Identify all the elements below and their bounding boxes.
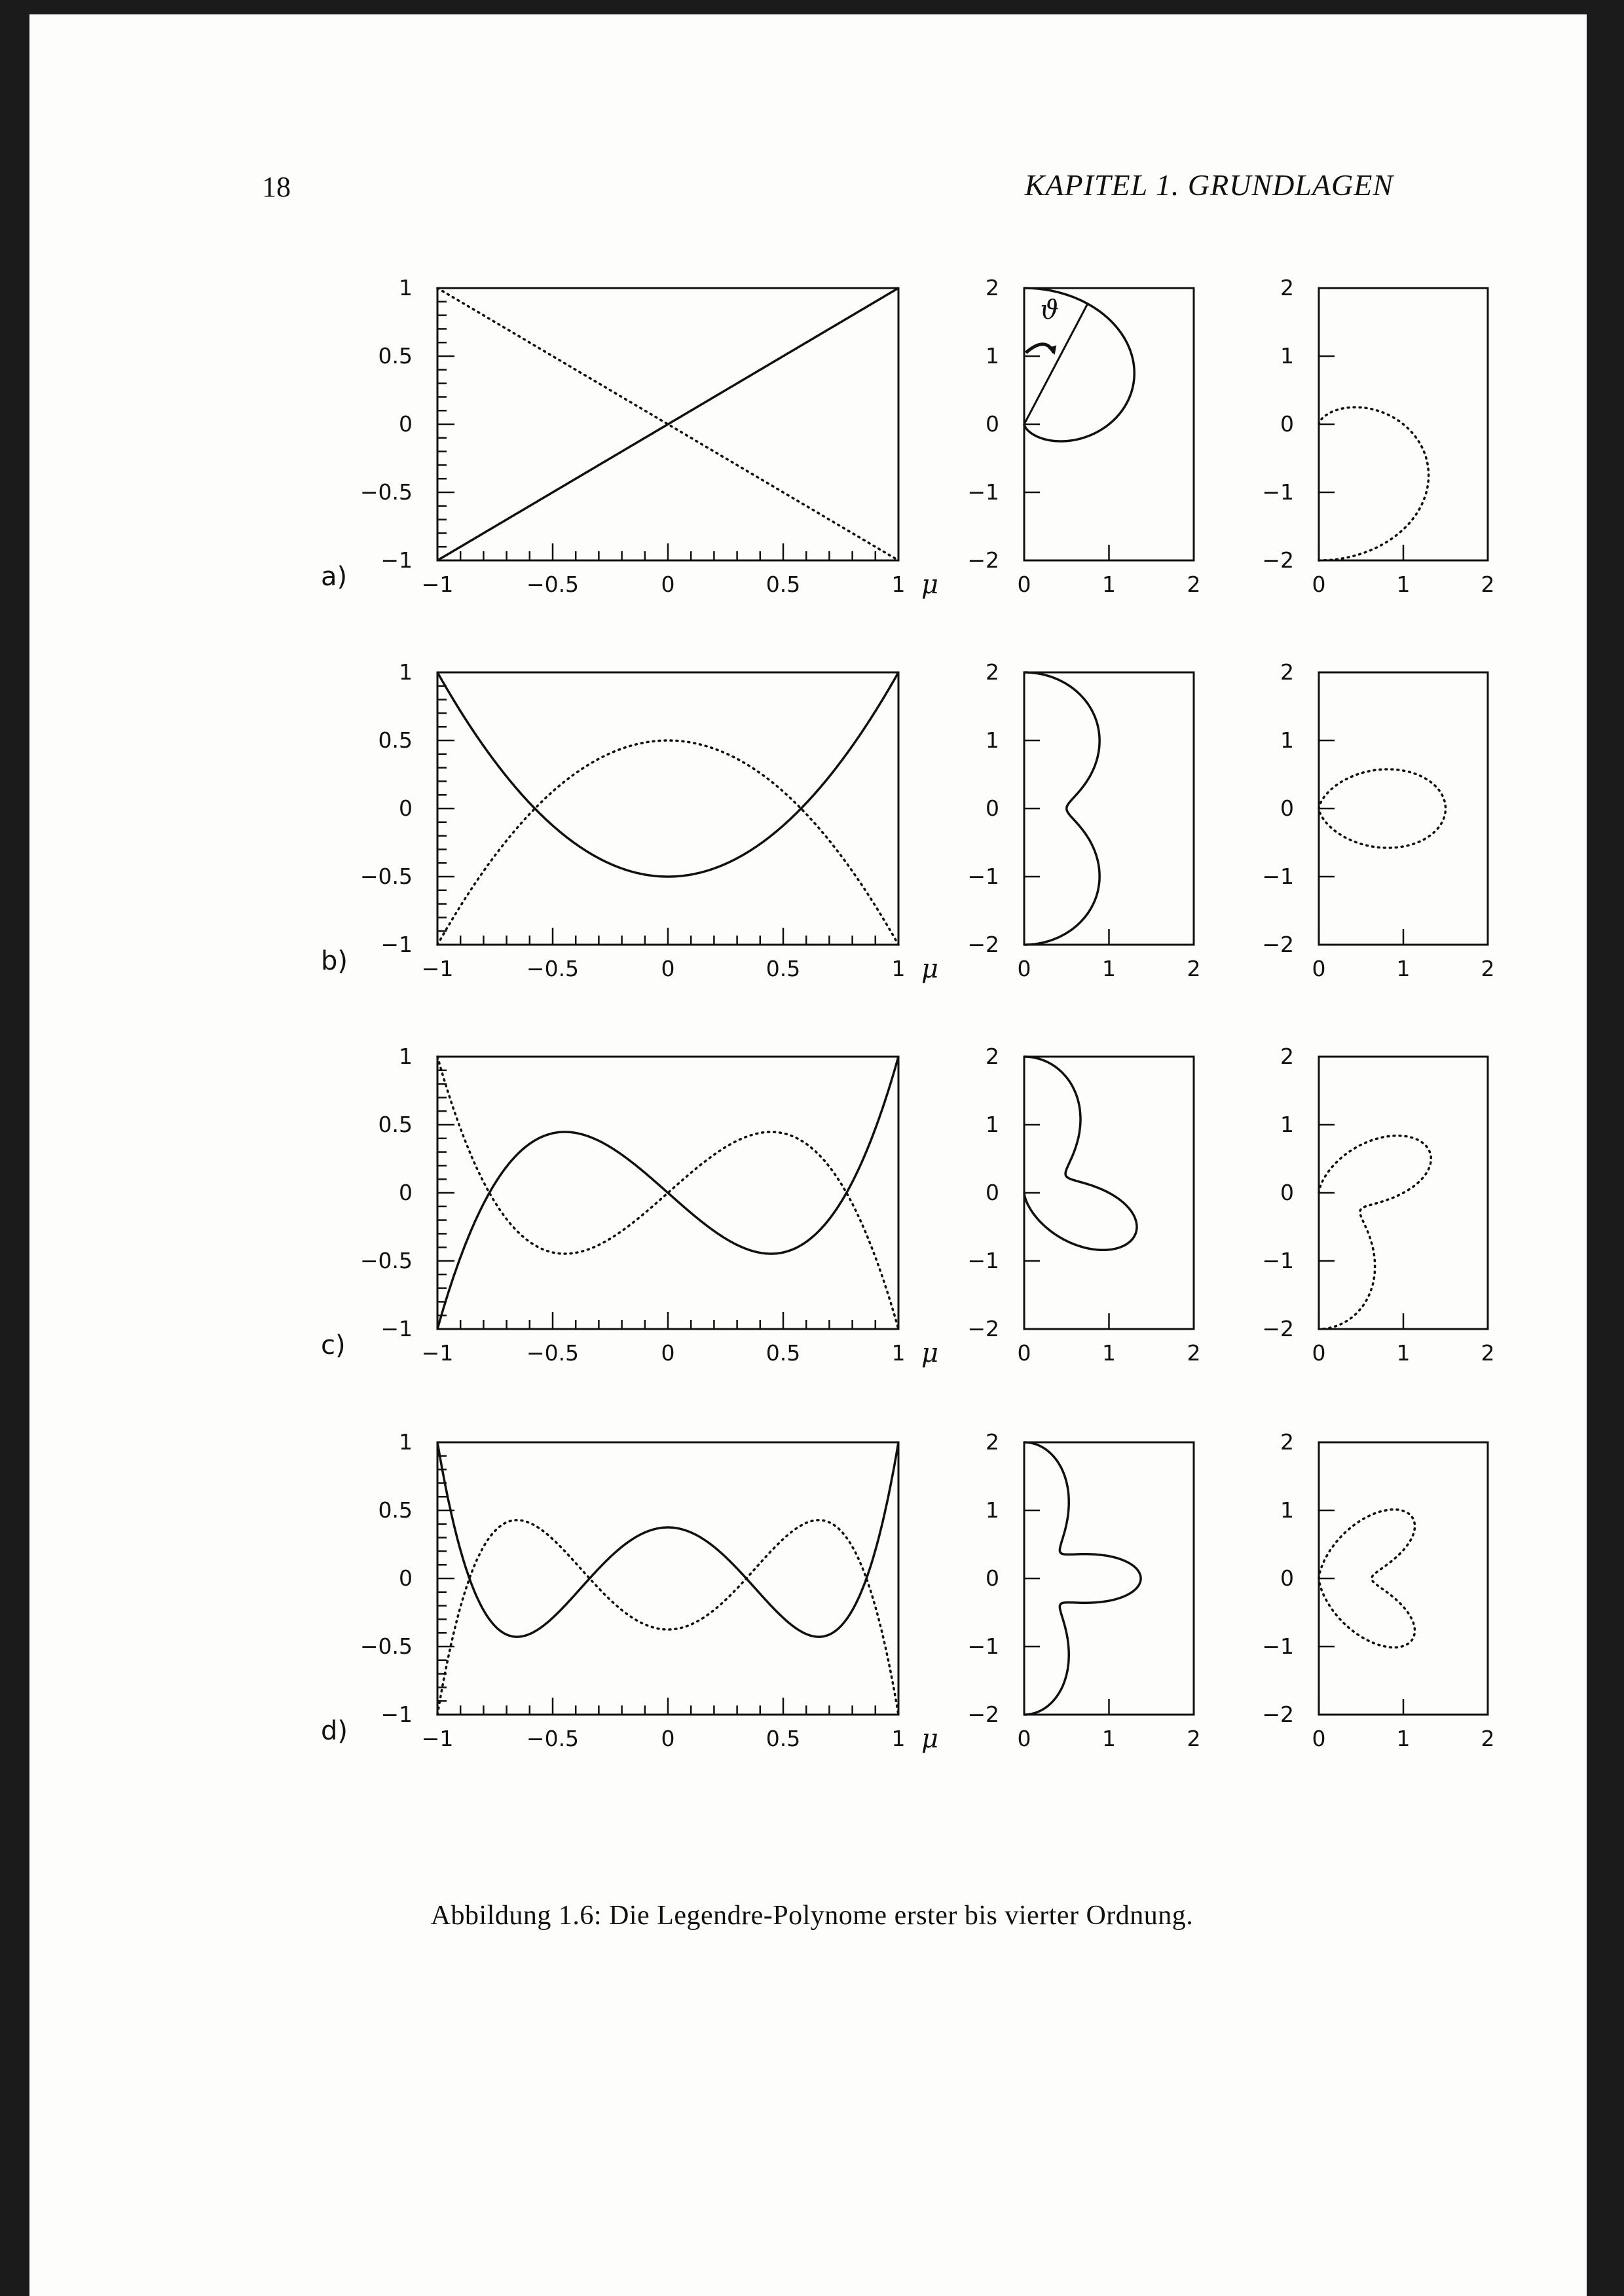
- mu-axis-label: μ: [921, 1724, 938, 1754]
- x-tick-label: 0.5: [766, 572, 801, 597]
- x-tick-label: 2: [1187, 1340, 1201, 1366]
- polar-positive-panel: [967, 275, 1200, 597]
- x-tick-label: 2: [1187, 1726, 1201, 1751]
- y-tick-label: −2: [1262, 1702, 1294, 1727]
- y-tick-label: 2: [986, 1429, 999, 1455]
- x-tick-label: 1: [1102, 572, 1116, 597]
- y-tick-label: −1: [1262, 479, 1294, 505]
- y-tick-label: −1: [1262, 1248, 1294, 1273]
- series-dotted-line: [437, 1520, 898, 1715]
- x-tick-label: 0: [1312, 572, 1326, 597]
- x-tick-label: 1: [1396, 572, 1411, 597]
- x-tick-label: −1: [421, 572, 454, 597]
- y-tick-label: 0.5: [378, 1497, 413, 1523]
- y-tick-label: 1: [399, 1429, 413, 1455]
- y-tick-label: 2: [1280, 1429, 1294, 1455]
- x-tick-label: −0.5: [526, 1726, 580, 1751]
- y-tick-label: 2: [986, 1044, 999, 1069]
- plot-frame: [437, 1442, 898, 1715]
- y-tick-label: 1: [1280, 1112, 1294, 1137]
- y-tick-label: 1: [986, 343, 999, 369]
- polar-positive-panel: [967, 659, 1200, 981]
- polar-negative-panel: [1262, 659, 1494, 981]
- y-tick-label: −0.5: [360, 864, 413, 889]
- y-tick-label: 0: [399, 1565, 413, 1591]
- y-tick-label: 0: [986, 1565, 999, 1591]
- y-tick-label: −2: [967, 1702, 999, 1727]
- x-tick-label: 2: [1187, 572, 1201, 597]
- x-tick-label: 2: [1481, 1340, 1495, 1366]
- y-tick-label: 2: [986, 659, 999, 685]
- y-tick-label: −0.5: [360, 1633, 413, 1659]
- x-tick-label: 1: [1396, 1726, 1411, 1751]
- y-tick-label: −2: [967, 1316, 999, 1341]
- x-tick-label: 1: [891, 956, 906, 981]
- series-dotted-line: [437, 740, 898, 945]
- x-tick-label: 0: [661, 572, 675, 597]
- y-tick-label: 2: [1280, 275, 1294, 301]
- plot-frame: [1319, 1442, 1488, 1715]
- y-tick-label: 0: [1280, 795, 1294, 821]
- x-tick-label: 0: [1312, 956, 1326, 981]
- y-tick-label: 1: [399, 659, 413, 685]
- y-tick-label: −2: [1262, 932, 1294, 957]
- x-tick-label: 1: [1102, 956, 1116, 981]
- polar-negative-panel: [1262, 275, 1494, 597]
- y-tick-label: −1: [380, 932, 413, 957]
- cartesian-panel: [321, 1429, 938, 1754]
- y-tick-label: 0: [986, 1180, 999, 1205]
- y-tick-label: 1: [986, 1497, 999, 1523]
- x-tick-label: 0: [1017, 1726, 1031, 1751]
- figure-row-d: [321, 1429, 1495, 1754]
- y-tick-label: −2: [967, 932, 999, 957]
- mu-axis-label: μ: [921, 1338, 938, 1368]
- running-header: KAPITEL 1. GRUNDLAGEN: [1024, 168, 1393, 202]
- x-tick-label: 0: [1017, 1340, 1031, 1366]
- y-tick-label: 2: [986, 275, 999, 301]
- polar-positive-panel: [967, 1044, 1200, 1366]
- x-tick-label: 2: [1187, 956, 1201, 981]
- x-tick-label: 2: [1481, 956, 1495, 981]
- y-tick-label: −2: [967, 547, 999, 573]
- y-tick-label: 0: [986, 411, 999, 437]
- y-tick-label: 0.5: [378, 1112, 413, 1137]
- row-label: c): [321, 1330, 346, 1360]
- y-tick-label: −1: [380, 1316, 413, 1341]
- y-tick-label: 0: [399, 1180, 413, 1205]
- plot-frame: [1024, 1442, 1194, 1715]
- row-label: a): [321, 562, 348, 592]
- polar-curve: [1024, 1442, 1141, 1715]
- y-tick-label: −1: [380, 1702, 413, 1727]
- x-tick-label: −0.5: [526, 572, 580, 597]
- x-tick-label: −1: [421, 1340, 454, 1366]
- x-tick-label: 1: [1396, 956, 1411, 981]
- y-tick-label: 0: [399, 411, 413, 437]
- y-tick-label: 1: [986, 727, 999, 753]
- y-tick-label: −1: [380, 547, 413, 573]
- y-tick-label: 2: [1280, 659, 1294, 685]
- y-tick-label: 0.5: [378, 343, 413, 369]
- y-tick-label: −2: [1262, 1316, 1294, 1341]
- y-tick-label: 0.5: [378, 727, 413, 753]
- plot-frame: [1319, 672, 1488, 945]
- x-tick-label: 0: [661, 1726, 675, 1751]
- y-tick-label: −0.5: [360, 1248, 413, 1273]
- series-solid-line: [437, 1057, 898, 1329]
- x-tick-label: 2: [1481, 572, 1495, 597]
- cartesian-panel: [321, 1044, 938, 1368]
- y-tick-label: −1: [967, 1633, 999, 1659]
- series-solid-line: [437, 1442, 898, 1637]
- x-tick-label: 1: [1396, 1340, 1411, 1366]
- y-tick-label: 1: [1280, 343, 1294, 369]
- x-tick-label: −0.5: [526, 956, 580, 981]
- x-tick-label: 0: [1312, 1726, 1326, 1751]
- polar-curve: [1319, 407, 1429, 560]
- polar-curve: [1319, 769, 1446, 848]
- x-tick-label: 1: [891, 1340, 906, 1366]
- figure-row-c: [321, 1044, 1495, 1368]
- x-tick-label: 0: [1017, 956, 1031, 981]
- y-tick-label: −0.5: [360, 479, 413, 505]
- y-tick-label: −1: [967, 479, 999, 505]
- x-tick-label: 1: [1102, 1340, 1116, 1366]
- y-tick-label: −1: [967, 1248, 999, 1273]
- x-tick-label: 0.5: [766, 1726, 801, 1751]
- y-tick-label: −2: [1262, 547, 1294, 573]
- x-tick-label: 0: [661, 1340, 675, 1366]
- x-tick-label: 1: [1102, 1726, 1116, 1751]
- row-label: b): [321, 946, 348, 976]
- y-tick-label: 1: [1280, 727, 1294, 753]
- page-number: 18: [262, 171, 291, 203]
- polar-curve: [1024, 1057, 1137, 1250]
- row-label: d): [321, 1716, 348, 1746]
- figure-row-b: [321, 659, 1495, 984]
- y-tick-label: −1: [1262, 864, 1294, 889]
- x-tick-label: 0: [1017, 572, 1031, 597]
- polar-negative-panel: [1262, 1429, 1494, 1751]
- y-tick-label: 0: [1280, 411, 1294, 437]
- y-tick-label: 2: [1280, 1044, 1294, 1069]
- y-tick-label: −1: [967, 864, 999, 889]
- x-tick-label: 1: [891, 572, 906, 597]
- y-tick-label: 0: [399, 795, 413, 821]
- mu-axis-label: μ: [921, 570, 938, 600]
- x-tick-label: 1: [891, 1726, 906, 1751]
- polar-positive-panel: [967, 1429, 1200, 1751]
- x-tick-label: 0: [1312, 1340, 1326, 1366]
- theta-label: ϑ: [1040, 295, 1060, 325]
- x-tick-label: −0.5: [526, 1340, 580, 1366]
- polar-curve: [1319, 1136, 1431, 1329]
- y-tick-label: 0: [1280, 1180, 1294, 1205]
- x-tick-label: 0: [661, 956, 675, 981]
- x-tick-label: 0.5: [766, 956, 801, 981]
- y-tick-label: 1: [1280, 1497, 1294, 1523]
- y-tick-label: 1: [399, 275, 413, 301]
- x-tick-label: −1: [421, 1726, 454, 1751]
- x-tick-label: 2: [1481, 1726, 1495, 1751]
- x-tick-label: −1: [421, 956, 454, 981]
- plot-frame: [437, 672, 898, 945]
- series-solid-line: [437, 672, 898, 877]
- x-tick-label: 0.5: [766, 1340, 801, 1366]
- polar-negative-panel: [1262, 1044, 1494, 1366]
- figure-row-a: [321, 275, 1495, 600]
- figure-caption: Abbildung 1.6: Die Legendre-Polynome erster bis vierter Ordnung.: [430, 1901, 1194, 1931]
- y-tick-label: −1: [1262, 1633, 1294, 1659]
- y-tick-label: 0: [1280, 1565, 1294, 1591]
- y-tick-label: 1: [986, 1112, 999, 1137]
- mu-axis-label: μ: [921, 954, 938, 984]
- y-tick-label: 0: [986, 795, 999, 821]
- y-tick-label: 1: [399, 1044, 413, 1069]
- plot-frame: [1024, 672, 1194, 945]
- cartesian-panel: [321, 659, 938, 984]
- cartesian-panel: [321, 275, 938, 600]
